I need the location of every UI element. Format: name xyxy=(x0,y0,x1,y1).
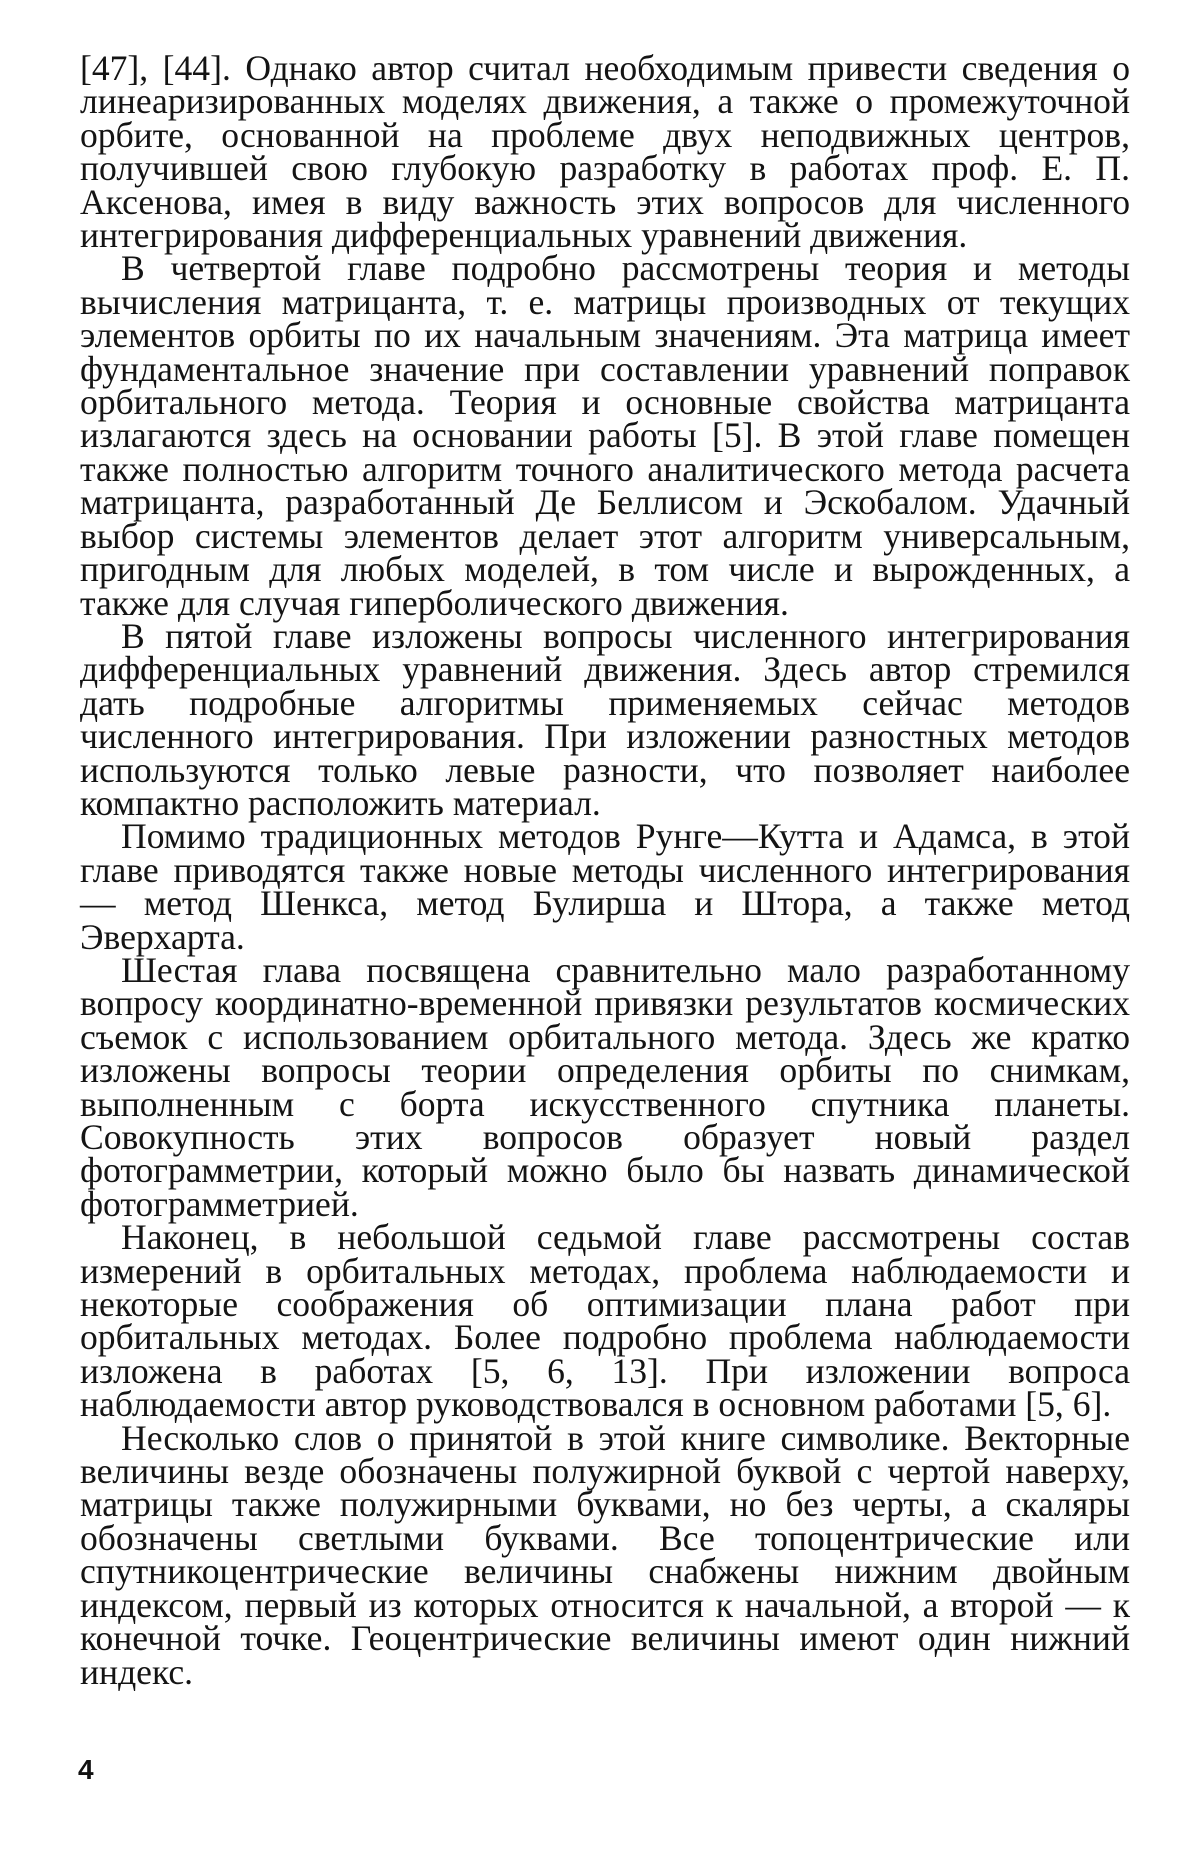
page-number: 4 xyxy=(78,1754,94,1785)
paragraph-symbols: Несколько слов о принятой в этой книге символике. Векторные величины везде обозначены полужирной буквой с чертой наверху, матрицы также полужирными буквами, но без черты, а скаляры обозначены светлыми буквами. Все топоцентрические или спутникоцентрические величины снабжены нижним двойным индексом, первый из которых относится к начальной, а второй — к конечной точке. Геоцентрические величины имеют один нижний индекс. xyxy=(80,1417,1130,1692)
paragraph-new-methods: Помимо традиционных методов Рунге—Кутта и Адамса, в этой главе приводятся также новые методы численного интегрирования — метод Шенкса, метод Булирша и Штора, а также метод Эверхарта. xyxy=(80,816,1130,957)
paragraph-chapter-five: В пятой главе изложены вопросы численного интегрирования дифференциальных уравнений движения. Здесь автор стремился дать подробные алгоритмы применяемых сейчас методов численного интегрирования. При изложении разностных методов используются только левые разности, что позволяет наиболее компактно расположить материал. xyxy=(80,615,1130,823)
paragraph-chapter-four: В четвертой главе подробно рассмотрены теория и методы вычисления матрицанта, т. е. матрицы производных от текущих элементов орбиты по их начальным значениям. Эта матрица имеет фундаментальное значение при составлении уравнений поправок орбитального метода. Теория и основные свойства матрицанта излагаются здесь на основании работы [5]. В этой главе помещен также полностью алгоритм точного аналитического метода расчета матрицанта, разработанный Де Беллисом и Эскобалом. Удачный выбор системы элементов делает этот алгоритм универсальным, пригодным для любых моделей, в том числе и вырожденных, а также для случая гиперболического движения. xyxy=(80,248,1130,623)
paragraph-chapter-seven: Наконец, в небольшой седьмой главе рассмотрены состав измерений в орбитальных методах, проблема наблюдаемости и некоторые соображения об оптимизации плана работ при орбитальных методах. Более подробно проблема наблюдаемости изложена в работах [5, 6, 13]. При изложении вопроса наблюдаемости автор руководствовался в основном работами [5, 6]. xyxy=(80,1217,1130,1425)
page-body xyxy=(80,48,1130,1692)
paragraph-continuation: [47], [44]. Однако автор считал необходимым привести сведения о линеаризированных моделях движения, а также о промежуточной орбите, основанной на проблеме двух неподвижных центров, получившей свою глубокую разработку в работах проф. Е. П. Аксенова, имея в виду важность этих вопросов для численного интегрирования дифференциальных уравнений движения. xyxy=(80,48,1130,256)
paragraph-chapter-six: Шестая глава посвящена сравнительно мало разработанному вопросу координатно-временной привязки результатов космических съемок с использованием орбитального метода. Здесь же кратко изложены вопросы теории определения орбиты по снимкам, выполненным с борта искусственного спутника планеты. Совокупность этих вопросов образует новый раздел фотограмметрии, который можно было бы назвать динамической фотограмметрией. xyxy=(80,949,1130,1224)
